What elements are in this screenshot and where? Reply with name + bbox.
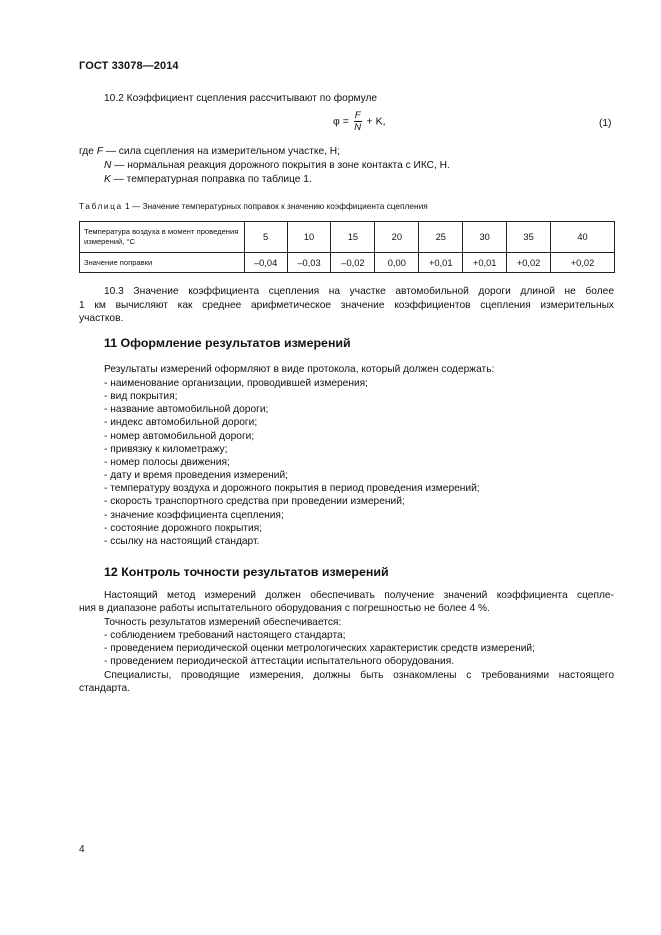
formula-numerator: F — [354, 110, 361, 121]
table-caption: Таблица 1 — Значение температурных поправок к значению коэффициента сцепления — [79, 201, 428, 211]
correction-cell: –0,03 — [287, 253, 331, 273]
list-item: - номер полосы движения; — [104, 457, 230, 468]
list-item: - температуру воздуха и дорожного покрытия в период проведения измерений; — [104, 483, 480, 494]
list-item: - значение коэффициента сцепления; — [104, 510, 284, 521]
correction-cell: +0,02 — [551, 253, 615, 273]
list-item: - привязку к километражу; — [104, 444, 228, 455]
temperature-correction-table — [79, 221, 615, 273]
formula-tail: + K, — [366, 115, 386, 128]
page-number: 4 — [79, 844, 85, 855]
correction-cell: +0,01 — [419, 253, 463, 273]
temp-cell: 25 — [419, 222, 463, 253]
list-item: - наименование организации, проводившей измерения; — [104, 378, 368, 389]
list-item: - состояние дорожного покрытия; — [104, 523, 262, 534]
temp-cell: 35 — [507, 222, 551, 253]
paragraph-10-3-line: 10.3 Значение коэффициента сцепления на участке автомобильной дороги длиной не более — [104, 286, 614, 297]
list-item: - соблюдением требований настоящего стандарта; — [104, 630, 346, 641]
section-12-heading: 12 Контроль точности результатов измерений — [104, 565, 389, 579]
temp-cell: 30 — [463, 222, 507, 253]
list-item: - номер автомобильной дороги; — [104, 431, 255, 442]
list-item: - название автомобильной дороги; — [104, 404, 269, 415]
section-12-paragraph-line: стандарта. — [79, 683, 131, 694]
section-12-paragraph-line: Специалисты, проводящие измерения, должны быть ознакомлены с требованиями настоящего — [104, 670, 614, 681]
list-item: - проведением периодической оценки метрологических характеристик средств измерений; — [104, 643, 535, 654]
formula-denominator: N — [354, 122, 362, 133]
correction-cell: 0,00 — [375, 253, 419, 273]
paragraph-10-3-line: участков. — [79, 313, 124, 324]
temp-cell: 20 — [375, 222, 419, 253]
where-line-k: K — температурная поправка по таблице 1. — [104, 174, 312, 185]
paragraph-10-2: 10.2 Коэффициент сцепления рассчитывают по формуле — [104, 93, 378, 104]
section-12-paragraph: Точность результатов измерений обеспечивается: — [104, 617, 342, 628]
paragraph-10-3-line: 1 км вычисляют как среднее арифметическое значение коэффициентов сцепления измерительных — [79, 300, 614, 311]
temp-cell: 15 — [331, 222, 375, 253]
list-item: - проведением периодической аттестации испытательного оборудования. — [104, 656, 455, 667]
temp-cell: 5 — [244, 222, 287, 253]
section-12-paragraph-line: ния в диапазоне работы испытательного оборудования с погрешностью не более 4 %. — [79, 603, 490, 614]
row-label-correction: Значение поправки — [80, 253, 245, 273]
list-item: - скорость транспортного средства при проведении измерений; — [104, 496, 405, 507]
formula-lhs: φ = — [333, 115, 349, 128]
correction-cell: +0,02 — [507, 253, 551, 273]
section-11-heading: 11 Оформление результатов измерений — [104, 336, 351, 350]
row-label-temperature: Температура воздуха в момент проведения измерений, °С — [80, 222, 245, 253]
document-header: ГОСТ 33078—2014 — [79, 60, 179, 72]
table-row-correction — [80, 253, 615, 273]
list-item: - индекс автомобильной дороги; — [104, 417, 258, 428]
section-11-intro: Результаты измерений оформляют в виде протокола, который должен содержать: — [104, 364, 495, 375]
section-12-paragraph-line: Настоящий метод измерений должен обеспечивать получение значений коэффициента сцепле- — [104, 590, 614, 601]
correction-cell: –0,04 — [244, 253, 287, 273]
formula-fraction — [354, 110, 362, 133]
where-line-f: где F — сила сцепления на измерительном участке, Н; — [79, 146, 340, 157]
temp-cell: 40 — [551, 222, 615, 253]
list-item: - вид покрытия; — [104, 391, 178, 402]
list-item: - дату и время проведения измерений; — [104, 470, 288, 481]
list-item: - ссылку на настоящий стандарт. — [104, 536, 260, 547]
formula-1 — [333, 110, 386, 133]
table-row-temperature — [80, 222, 615, 253]
correction-cell: +0,01 — [463, 253, 507, 273]
formula-number: (1) — [599, 118, 612, 129]
where-line-n: N — нормальная реакция дорожного покрытия в зоне контакта с ИКС, Н. — [104, 160, 450, 171]
temp-cell: 10 — [287, 222, 331, 253]
correction-cell: –0,02 — [331, 253, 375, 273]
